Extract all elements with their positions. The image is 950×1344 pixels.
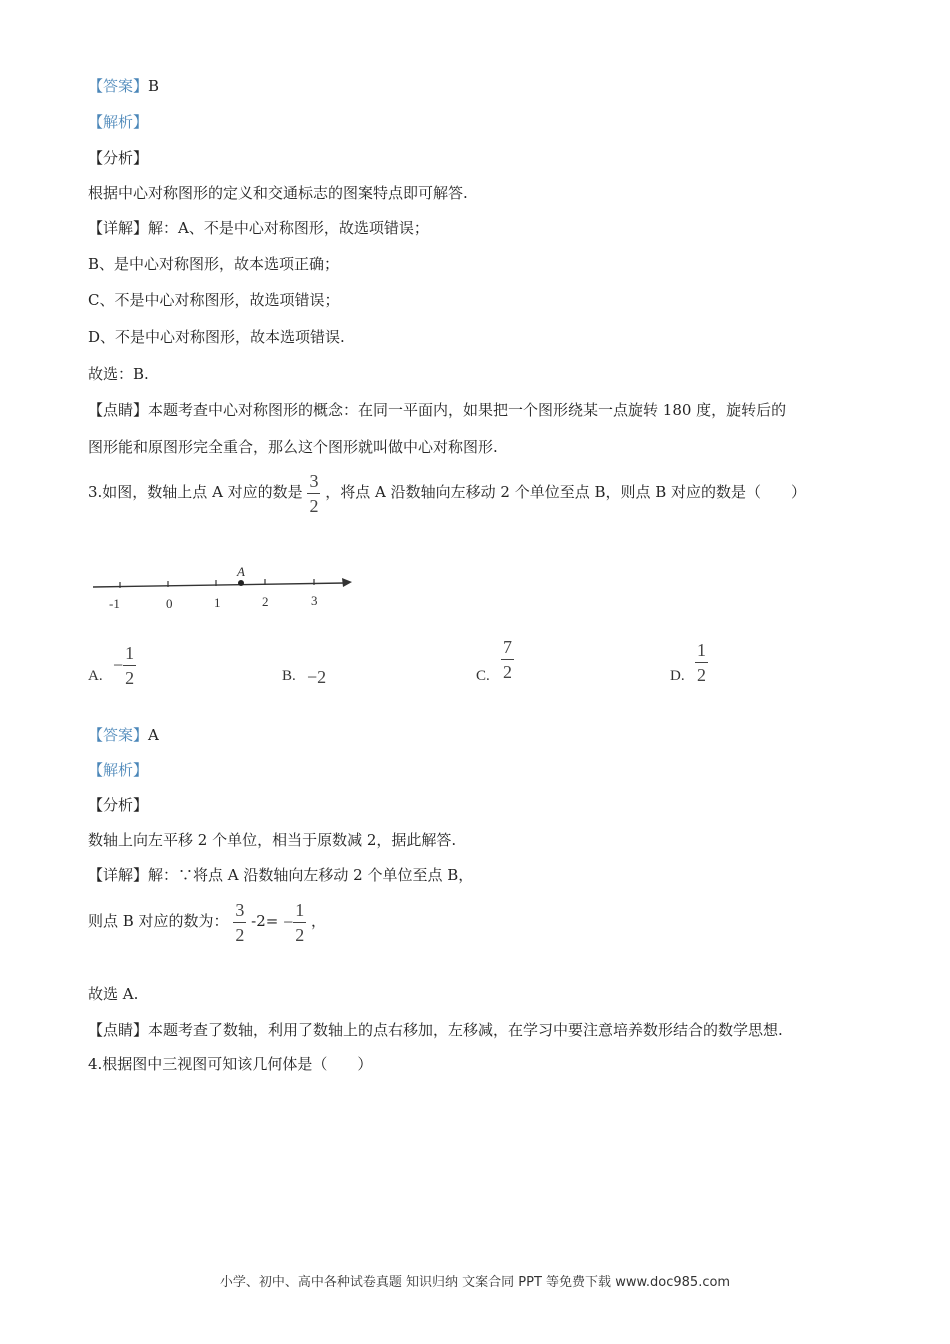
calc-line: 则点 B 对应的数为： $\frac{3}{2}$ -2= − $\frac{1}{2}$ ，	[88, 899, 327, 945]
detail-line-c: C、不是中心对称图形，故选项错误；	[88, 291, 340, 309]
choice-line-2: 故选 A.	[88, 985, 139, 1003]
detail-line-d: D、不是中心对称图形，故本选项错误.	[88, 328, 345, 346]
detail-line-b: B、是中心对称图形，故本选项正确；	[88, 255, 340, 273]
analysis-label-2: 【解析】	[88, 761, 149, 779]
xiangjie-line-2: 【详解】解：∵将点 A 沿数轴向左移动 2 个单位至点 B，	[88, 866, 474, 884]
fenxi-label-2: 【分析】	[88, 796, 149, 814]
tick-label-1: 1	[214, 595, 221, 610]
fenxi-text: 根据中心对称图形的定义和交通标志的图案特点即可解答.	[88, 184, 468, 202]
fraction-three-halves: $\frac{3}{2}$	[309, 470, 319, 516]
dianjing-line: 【点睛】本题考查中心对称图形的概念：在同一平面内，如果把一个图形绕某一点旋转 180 度，旋转后的	[88, 401, 787, 419]
tick-label-2: 2	[262, 594, 269, 609]
point-a-marker	[238, 580, 244, 586]
number-line	[90, 562, 360, 618]
answer-value: B	[148, 77, 160, 95]
choice-line: 故选：B.	[88, 365, 149, 383]
dianjing-line-2b: 【点睛】本题考查了数轴，利用了数轴上的点右移加，左移减，在学习中要注意培养数形结合的数学思想.	[88, 1021, 783, 1039]
point-a-label: A	[237, 564, 245, 579]
question-3-stem: 3.如图，数轴上点 A 对应的数是 $\frac{3}{2}$ ，将点 A 沿数轴向左移动 2 个单位至点 B，则点 B 对应的数是（ ）	[88, 470, 807, 516]
answer-label-2: 【答案】A	[88, 726, 159, 744]
dianjing-line-2: 图形能和原图形完全重合，那么这个图形就叫做中心对称图形.	[88, 438, 498, 456]
tick-label-neg1: -1	[109, 596, 120, 611]
question-4-stem: 4.根据图中三视图可知该几何体是（ ）	[88, 1055, 373, 1073]
fenxi-label: 【分析】	[88, 149, 149, 167]
tick-label-0: 0	[166, 596, 173, 611]
answer-value-2: A	[148, 726, 159, 744]
tick-label-3: 3	[311, 593, 318, 608]
answer-label: 【答案】B	[88, 77, 160, 95]
fenxi-text-2: 数轴上向左平移 2 个单位，相当于原数减 2，据此解答.	[88, 831, 457, 849]
analysis-label: 【解析】	[88, 113, 149, 131]
xiangjie-line: 【详解】解：A、不是中心对称图形，故选项错误；	[88, 219, 429, 237]
page-footer: 小学、初中、高中各种试卷真题 知识归纳 文案合同 PPT 等免费下载 www.doc985.com	[219, 1275, 731, 1290]
